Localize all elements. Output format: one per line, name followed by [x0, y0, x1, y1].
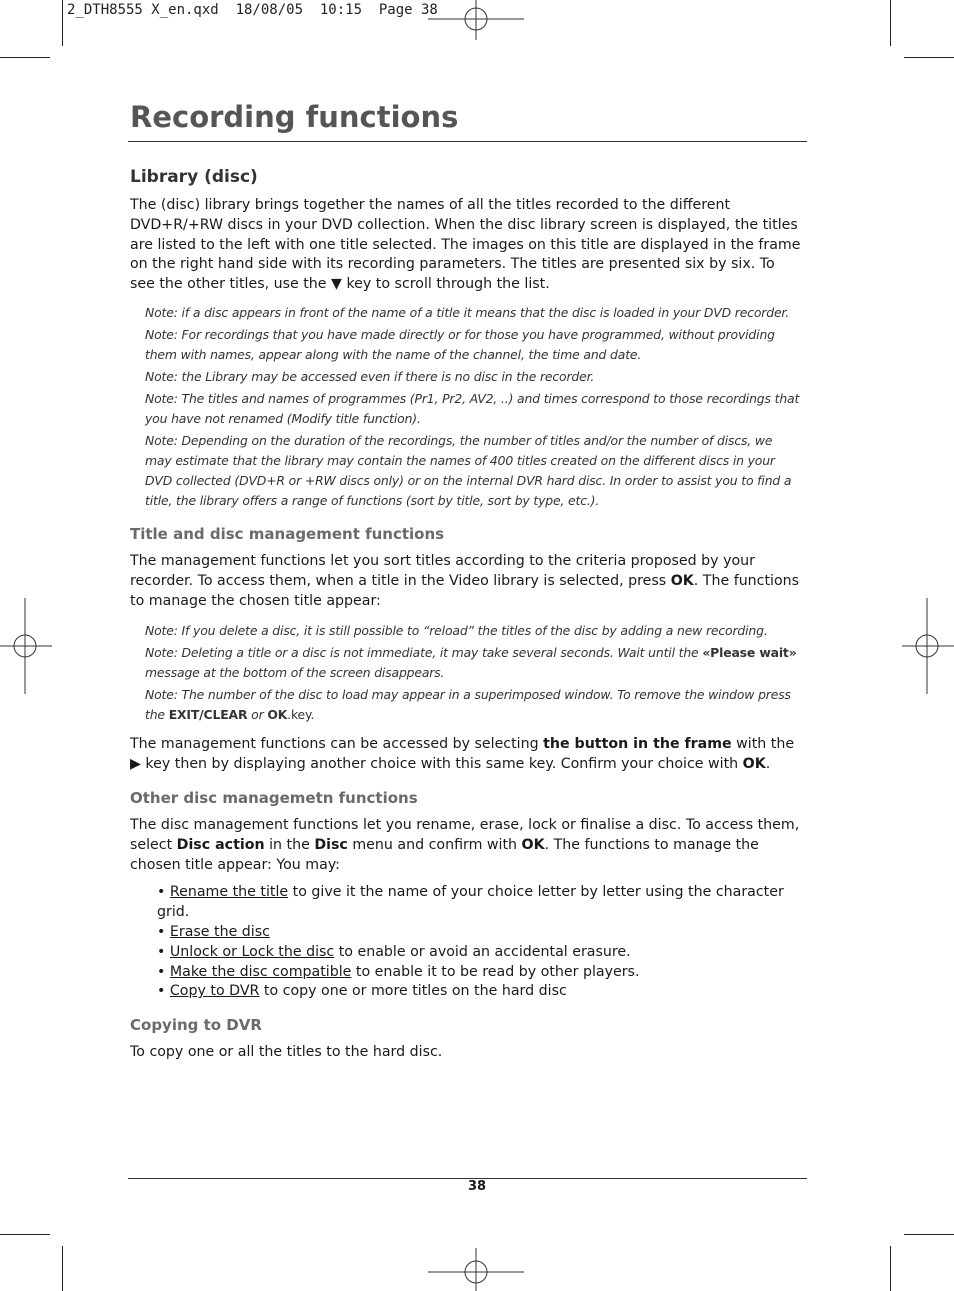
down-arrow-icon: ▼ [331, 276, 342, 293]
title-mgmt-paragraph [130, 735, 802, 775]
text-run: in the [264, 836, 315, 853]
list-item [157, 982, 802, 1002]
list-item [157, 923, 802, 943]
text-run: Note: The number of the disc to load may appear in a superimposed window. To remove the window press the [145, 687, 791, 723]
title-mgmt-heading: Title and disc management functions [130, 524, 445, 543]
bullet-icon: • [157, 923, 166, 940]
crop-mark [62, 1246, 63, 1291]
page-number: 38 [467, 1179, 487, 1194]
title-mgmt-note: Note: If you delete a disc, it is still possible to “reload” the titles of the disc by adding a new recording. [145, 623, 768, 639]
text-run: The (disc) library brings together the names of all the titles recorded to the different DVD+R/+RW discs in your DVD collection. When the disc library screen is displayed, the titles are listed to the left with one title selected. The images on this title are displayed in the frame on the right hand side with its recording parameters. The titles are presented six by six. To see the other titles, use the [130, 197, 801, 293]
text-run: or [247, 707, 268, 723]
make-compatible-link[interactable]: Make the disc compatible [169, 963, 352, 980]
crop-mark [890, 1246, 891, 1291]
bullet-icon: • [157, 983, 166, 1000]
text-run: key to scroll through the list. [341, 276, 550, 293]
library-intro [130, 196, 802, 295]
library-note: Note: the Library may be accessed even if there is no disc in the recorder. [145, 368, 595, 384]
title-mgmt-note [145, 685, 802, 725]
text-run: to enable or avoid an accidental erasure. [334, 943, 631, 960]
disc-menu-label: Disc [314, 836, 348, 853]
file-slug: 2_DTH8555 X_en.qxd 18/08/05 10:15 Page 38 [67, 2, 438, 18]
text-run: with the [731, 736, 795, 753]
copying-heading: Copying to DVR [130, 1016, 262, 1035]
text-run: key then by displaying another choice with this same key. Confirm your choice with [140, 756, 743, 773]
crop-mark [904, 57, 954, 58]
other-disc-heading: Other disc managemetn functions [130, 788, 418, 807]
library-note: Note: The titles and names of programmes (Pr1, Pr2, AV2, ..) and times correspond to those recordings that you have not renamed (Modify title function). [145, 390, 800, 426]
library-note: Note: For recordings that you have made directly or for those you have programmed, without providing them with names, appear along with the name of the channel, the time and date. [145, 326, 775, 362]
title-rule [128, 141, 807, 142]
right-arrow-icon: ▶ [130, 756, 141, 773]
text-run: to give it the name of your choice letter by letter using the character grid. [157, 884, 784, 921]
crop-mark [904, 1234, 954, 1235]
copy-to-dvr-link[interactable]: Copy to DVR [169, 983, 260, 1000]
ok-key-label: OK [670, 572, 694, 589]
frame-button-label: the button in the frame [543, 736, 732, 753]
text-run: . The functions to manage the chosen title appear: [130, 572, 800, 609]
text-run: to enable it to be read by other players. [351, 963, 640, 980]
crop-mark [0, 1234, 50, 1235]
rename-title-link[interactable]: Rename the title [169, 884, 289, 901]
disc-functions-list [130, 883, 802, 1002]
list-item [157, 963, 802, 983]
crop-mark [62, 0, 63, 46]
ok-key-label: OK [521, 836, 545, 853]
ok-key-label: OK [267, 707, 288, 723]
page-title: Recording functions [130, 100, 459, 134]
title-mgmt-note [145, 643, 802, 683]
other-disc-paragraph [130, 816, 802, 875]
library-heading: Library (disc) [130, 167, 258, 187]
text-run: . The functions to manage the chosen title appear: You may: [130, 836, 759, 873]
list-item [157, 943, 802, 963]
text-run: The management functions can be accessed by selecting [130, 736, 544, 753]
text-run: The disc management functions let you rename, erase, lock or finalise a disc. To access them, select [130, 816, 800, 853]
registration-mark-top [428, 0, 524, 40]
bullet-icon: • [157, 963, 166, 980]
lock-disc-link[interactable]: Unlock or Lock the disc [169, 943, 335, 960]
text-run: to copy one or more titles on the hard disc [259, 983, 567, 1000]
text-run: . [765, 756, 771, 773]
list-item [157, 883, 802, 923]
please-wait-label: «Please wait» [702, 645, 797, 661]
text-run: .key. [287, 707, 315, 723]
crop-mark [890, 0, 891, 46]
bullet-icon: • [157, 943, 166, 960]
registration-mark-bottom [428, 1248, 524, 1291]
library-note: Note: if a disc appears in front of the name of a title it means that the disc is loaded in your DVD recorder. [145, 304, 790, 320]
crop-mark [0, 57, 50, 58]
text-run: message at the bottom of the screen disappears. [145, 665, 445, 681]
registration-mark-left [0, 598, 52, 694]
library-note: Note: Depending on the duration of the recordings, the number of titles and/or the number of discs, we may estimate that the library may contain the names of 400 titles created on the different discs in your DVD collected (DVD+R or +RW discs only) or on the internal DVR hard disc. In order to assist you to find a title, the library offers a range of functions (sort by title, sort by type, etc.). [145, 432, 792, 508]
text-run: The management functions let you sort titles according to the criteria proposed by your recorder. To access them, when a title in the Video library is selected, press [130, 552, 755, 589]
ok-key-label: OK [742, 756, 766, 773]
disc-action-label: Disc action [176, 836, 265, 853]
page-body [130, 165, 802, 1063]
title-mgmt-paragraph [130, 552, 802, 611]
spacer [130, 727, 802, 735]
copying-paragraph: To copy one or all the titles to the hard disc. [130, 1044, 443, 1061]
text-run: menu and confirm with [347, 836, 522, 853]
exit-clear-key-label: EXIT/CLEAR [168, 707, 248, 723]
text-run: Note: Deleting a title or a disc is not immediate, it may take several seconds. Wait until the [145, 645, 703, 661]
bullet-icon: • [157, 884, 166, 901]
erase-disc-link[interactable]: Erase the disc [169, 923, 270, 940]
registration-mark-right [902, 598, 954, 694]
